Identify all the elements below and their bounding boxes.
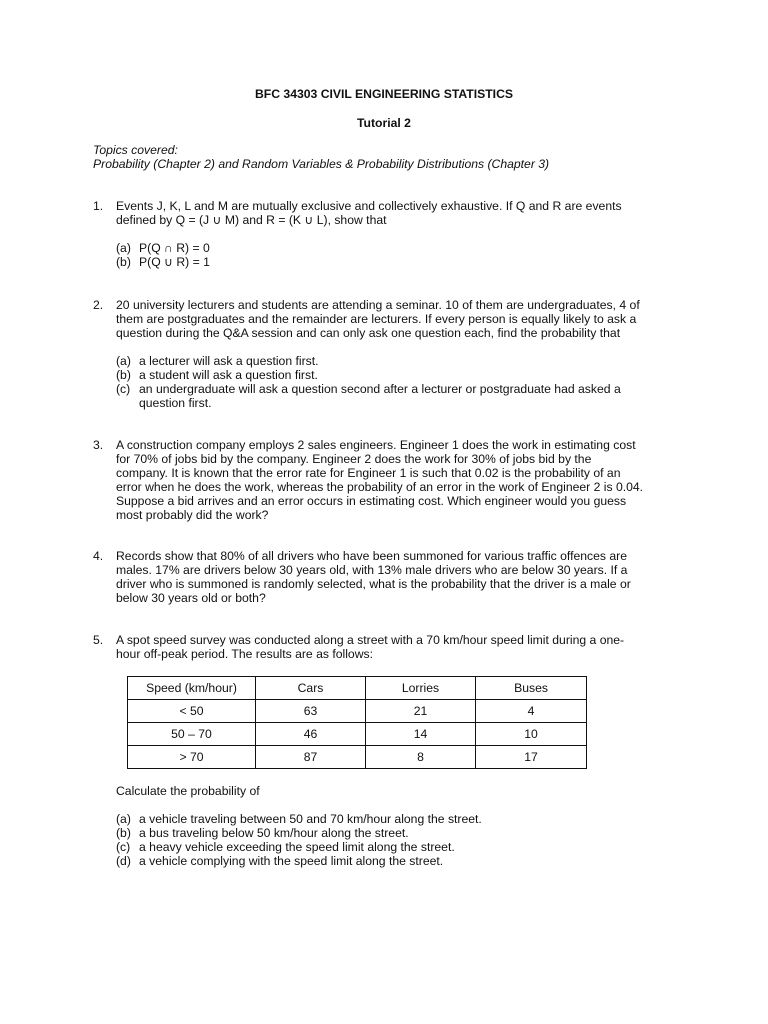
table-header-cell: Buses	[476, 677, 587, 700]
question-line: defined by Q = (J ∪ M) and R = (K ∪ L), show that	[116, 213, 387, 227]
followup-parts	[116, 812, 676, 868]
part-label: (d)	[116, 854, 131, 868]
table-cell: 17	[476, 746, 587, 769]
part-text: P(Q ∪ R) = 1	[139, 255, 210, 269]
question-line: hour off-peak period. The results are as follows:	[116, 647, 373, 661]
question-line: question during the Q&A session and can only ask one question each, find the probability that	[116, 326, 621, 340]
question-line: them are postgraduates and the remainder are lecturers. If every person is equally likely to ask a	[116, 312, 637, 326]
question-line: A construction company employs 2 sales engineers. Engineer 1 does the work in estimating cost	[116, 438, 636, 452]
table-header-cell: Lorries	[366, 677, 476, 700]
question-part	[116, 812, 676, 826]
question-line: driver who is summoned is randomly selected, what is the probability that the driver is a male or	[116, 577, 631, 591]
tutorial-title: Tutorial 2	[357, 116, 411, 130]
topics-heading: Topics covered:	[93, 143, 178, 157]
part-text: a heavy vehicle exceeding the speed limit along the street.	[139, 840, 455, 854]
followup-intro: Calculate the probability of	[116, 784, 260, 798]
question-line: company. It is known that the error rate for Engineer 1 is such that 0.02 is the probability of an	[116, 466, 621, 480]
question-5-followup	[116, 784, 676, 868]
question-line: for 70% of jobs bid by the company. Engineer 2 does the work for 30% of jobs bid by the	[116, 452, 592, 466]
course-title: BFC 34303 CIVIL ENGINEERING STATISTICS	[254, 87, 514, 101]
table-cell: < 50	[128, 700, 256, 723]
part-text: a vehicle traveling between 50 and 70 km/hour along the street.	[139, 812, 482, 826]
question-part	[116, 241, 673, 255]
question-part	[116, 826, 676, 840]
part-text: P(Q ∩ R) = 0	[139, 241, 210, 255]
table-cell: 8	[366, 746, 476, 769]
question-line: A spot speed survey was conducted along a street with a 70 km/hour speed limit during a one-	[116, 633, 625, 647]
table-header-cell: Cars	[256, 677, 366, 700]
part-label: (b)	[116, 368, 131, 382]
table-cell: 50 – 70	[128, 723, 256, 746]
question-number: 2.	[93, 298, 104, 312]
question-part	[116, 382, 673, 410]
question-part	[116, 354, 673, 368]
part-text: a vehicle complying with the speed limit along the street.	[139, 854, 444, 868]
question-line: males. 17% are drivers below 30 years old, with 13% male drivers who are below 30 years. If a	[116, 563, 628, 577]
question-part	[116, 368, 673, 382]
table-cell: 46	[256, 723, 366, 746]
question-line: Records show that 80% of all drivers who have been summoned for various traffic offences are	[116, 549, 628, 563]
part-label: (c)	[116, 840, 131, 854]
question-part	[116, 255, 673, 269]
part-text: question first.	[139, 396, 212, 410]
question-1	[93, 199, 673, 269]
question-4	[93, 549, 673, 605]
table-cell: 21	[366, 700, 476, 723]
question-number: 4.	[93, 549, 104, 563]
table-cell: 4	[476, 700, 587, 723]
table-cell: 87	[256, 746, 366, 769]
question-line: 20 university lecturers and students are attending a seminar. 10 of them are undergraduates, 4 of	[116, 298, 640, 312]
question-5	[93, 633, 673, 661]
part-text: a lecturer will ask a question first.	[139, 354, 319, 368]
question-line: Events J, K, L and M are mutually exclusive and collectively exhaustive. If Q and R are events	[116, 199, 622, 213]
part-text: a student will ask a question first.	[139, 368, 318, 382]
part-label: (b)	[116, 826, 131, 840]
part-text: a bus traveling below 50 km/hour along the street.	[139, 826, 409, 840]
part-label: (c)	[116, 382, 131, 396]
question-2	[93, 298, 673, 410]
question-number: 1.	[93, 199, 104, 213]
topics-block	[93, 143, 549, 171]
question-number: 5.	[93, 633, 104, 647]
table-row	[128, 746, 587, 769]
topics-text: Probability (Chapter 2) and Random Variables & Probability Distributions (Chapter 3)	[93, 157, 550, 171]
table-row	[128, 723, 587, 746]
question-line: below 30 years old or both?	[116, 591, 266, 605]
question-part	[116, 840, 676, 854]
part-label: (a)	[116, 354, 131, 368]
part-label: (b)	[116, 255, 131, 269]
table-cell: 63	[256, 700, 366, 723]
part-text: an undergraduate will ask a question second after a lecturer or postgraduate had asked a	[139, 382, 621, 396]
table-cell: 10	[476, 723, 587, 746]
question-line: error when he does the work, whereas the probability of an error in the work of Engineer 2 is 0.04.	[116, 480, 644, 494]
question-line: most probably did the work?	[116, 508, 269, 522]
table-header-cell: Speed (km/hour)	[128, 677, 256, 700]
question-number: 3.	[93, 438, 104, 452]
speed-survey-table	[127, 676, 587, 769]
part-label: (a)	[116, 812, 131, 826]
question-line: Suppose a bid arrives and an error occurs in estimating cost. Which engineer would you guess	[116, 494, 627, 508]
table-header-row	[128, 677, 587, 700]
table-cell: > 70	[128, 746, 256, 769]
table-row	[128, 700, 587, 723]
question-3	[93, 438, 673, 522]
question-part	[116, 854, 676, 868]
part-label: (a)	[116, 241, 131, 255]
table-cell: 14	[366, 723, 476, 746]
